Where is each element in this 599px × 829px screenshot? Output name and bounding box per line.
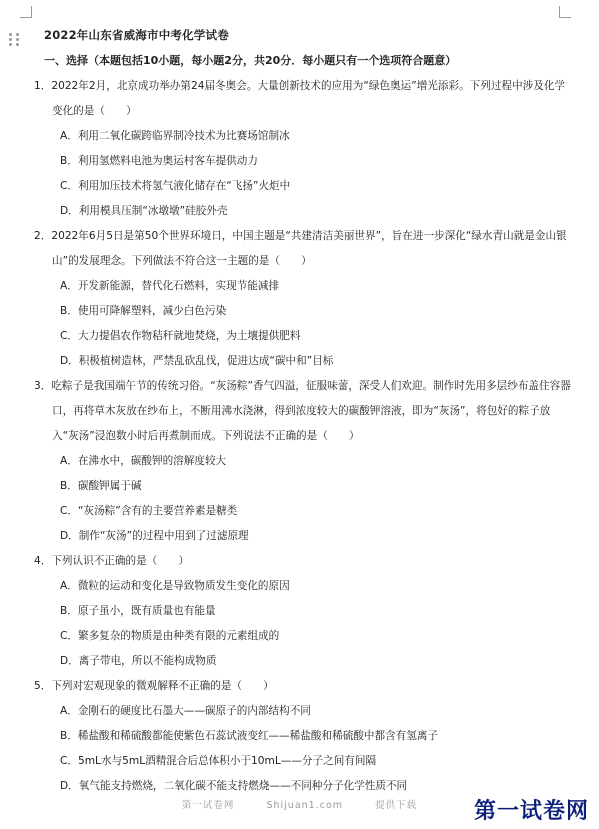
question-2: [34, 224, 574, 374]
option-c: C．“灰汤粽”含有的主要营养素是糖类: [60, 505, 238, 517]
option-c: C．繁多复杂的物质是由种类有限的元素组成的: [60, 630, 280, 642]
question-stem: 5．下列对宏观现象的微观解释不正确的是（ ）: [34, 680, 274, 692]
option-d: D．积极植树造林，严禁乱砍乱伐，促进达成“碳中和”目标: [60, 355, 334, 367]
option-a: A．利用二氧化碳跨临界制冷技术为比赛场馆制冰: [60, 130, 290, 142]
option-c: C．利用加压技术将氢气液化储存在“飞扬”火炬中: [60, 180, 291, 192]
option-c: C．5mL水与5mL酒精混合后总体积小于10mL——分子之间有间隔: [60, 755, 377, 767]
option-b: B．利用氢燃料电池为奥运村客车提供动力: [60, 155, 258, 167]
option-a: A．在沸水中，碳酸钾的溶解度较大: [60, 455, 227, 467]
question-stem: 4．下列认识不正确的是（ ）: [34, 555, 190, 567]
option-d: D．制作“灰汤”的过程中用到了过滤原理: [60, 530, 249, 542]
watermark-logo: 第一试卷网: [473, 798, 589, 824]
section-heading: 一、选择（本题包括10小题，每小题2分，共20分．每小题只有一个选项符合题意）: [44, 54, 457, 67]
question-5: [34, 674, 574, 799]
crop-mark-top-left: [20, 6, 32, 18]
question-stem: 1．2022年2月，北京成功举办第24届冬奥会。大量创新技术的应用为“绿色奥运”增光添彩。下列过程中涉及化学变化的是（ ）: [34, 80, 566, 117]
question-4: [34, 549, 574, 674]
option-c: C．大力提倡农作物秸秆就地焚烧，为土壤提供肥料: [60, 330, 301, 342]
option-d: D．离子带电，所以不能构成物质: [60, 655, 217, 667]
option-b: B．原子虽小，既有质量也有能量: [60, 605, 216, 617]
option-d: D．利用模具压制“冰墩墩”硅胶外壳: [60, 205, 228, 217]
option-b: B．稀盐酸和稀硫酸都能使紫色石蕊试液变红——稀盐酸和稀硫酸中都含有氢离子: [60, 730, 439, 742]
option-d: D．氧气能支持燃烧，二氧化碳不能支持燃烧——不同种分子化学性质不同: [60, 780, 408, 792]
option-b: B．使用可降解塑料，减少白色污染: [60, 305, 227, 317]
footer-left-text: 第一试卷网: [181, 800, 235, 811]
document-body: [34, 22, 574, 799]
option-a: A．开发新能源，替代化石燃料，实现节能减排: [60, 280, 280, 292]
option-b: B．碳酸钾属于碱: [60, 480, 142, 492]
question-1: [34, 74, 574, 224]
drag-handle-icon[interactable]: [9, 33, 20, 47]
crop-mark-top-right: [559, 6, 571, 18]
page-title: 2022年山东省威海市中考化学试卷: [44, 28, 229, 42]
option-a: A．微粒的运动和变化是导致物质发生变化的原因: [60, 580, 290, 592]
question-3: [34, 374, 574, 549]
footer-right-text: 提供下载: [375, 800, 418, 811]
footer-center-text: Shijuan1.com: [266, 800, 344, 811]
question-stem: 3．吃粽子是我国端午节的传统习俗。“灰汤粽”香气四溢，征服味蕾，深受人们欢迎。制作时先用多层纱布盖住容器口，再将草木灰放在纱布上，不断用沸水浇淋，得到浓度较大的碳酸钾溶液，即为“灰汤”，将包好的粽子放入“灰汤”浸泡数小时后再煮制而成。下列说法不正确的是（ ）: [34, 380, 571, 442]
option-a: A．金刚石的硬度比石墨大——碳原子的内部结构不同: [60, 705, 311, 717]
question-stem: 2．2022年6月5日是第50个世界环境日，中国主题是“共建清洁美丽世界”，旨在进一步深化“绿水青山就是金山银山”的发展理念。下列做法不符合这一主题的是（ ）: [34, 230, 567, 267]
